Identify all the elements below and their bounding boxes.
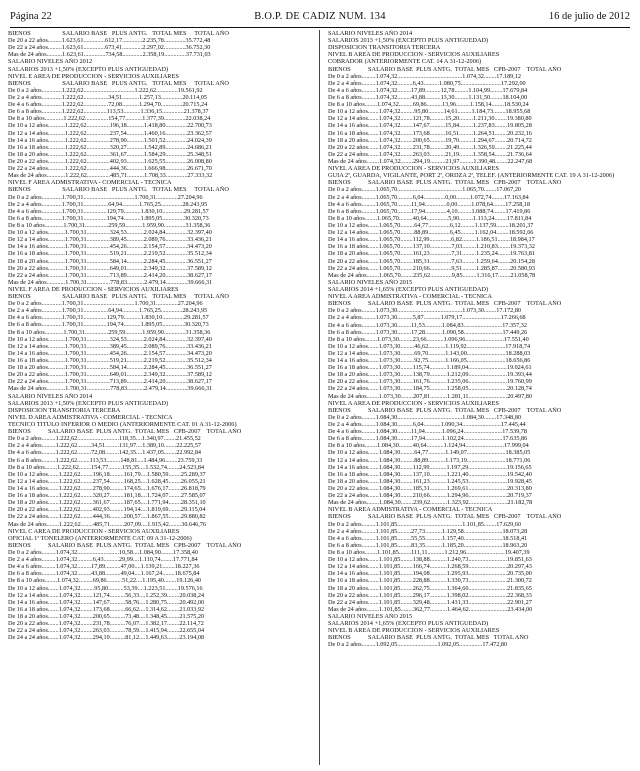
table-row: De 12 a 14 años.......1.073,30.........69,70...........1.143,00.........................18.288,03: [328, 349, 531, 357]
section-heading: BIENOS SALARIO BASE PLUS ANTG. TOTAL MES CPB-2007 TOTAL AÑO: [328, 513, 562, 521]
table-row: De 12 a 14 años.......1.084,30.........88,89...........1.173,19.........................18.771,06: [328, 456, 531, 464]
section-heading: BIENOS SALARIO BASE PLUS ANTG. TOTAL MES TOTAL AÑO: [328, 634, 529, 642]
table-row: De 12 a 14 años.......1.065,70.........88,89..............6,45.........1.162,04........18.592,66: [328, 229, 534, 237]
table-row: De 18 a 20 años...........1.700,31...............584,14...........2.284,45..............36.551,27: [8, 257, 212, 265]
table-row: De 2 a 4 años.........1.073,30..........5,87...........1.079,17.........................17.266,68: [328, 314, 526, 322]
table-row: De 10 a 12 años.......1.222,62........196,18.........161,79....1.580,59........25.289,37: [8, 470, 206, 478]
table-row: De 6 a 8 años.............1.700,31...............194,74...........1.895,05..............30.320,73: [8, 214, 209, 222]
section-heading: COBRADOR (ANTERIORMENTE CAT. 14 A 31-12-2006): [328, 58, 482, 66]
table-row: De 2 a 4 años.............1.700,31................64,94...........1.765,25..............28.243,95: [8, 200, 208, 208]
table-row: De 4 a 6 años.........1.074,32.........17,89..........47,00....1.139,21........18.227,36: [8, 563, 200, 571]
table-row: De 6 a 8 años.........1.101,85.........83,35...........1.185,20.........................18.963,20: [328, 541, 528, 549]
section-heading: NIVEL A AREA ADMISTRATIVA - COMERCIAL - TECNICA: [328, 293, 492, 301]
page-number: Página 22: [10, 11, 52, 22]
table-row: De 14 a 16 años...........1.700,31...............454,26...........2.154,57..............34.473,20: [8, 243, 212, 251]
table-row: De 16 a 18 años.......1.101,85........228,88...........1.330,73.........................21.300,72: [328, 577, 532, 585]
section-heading: NIVEL F AREA DE PRODUCCION - SERVICIOS AUXILIARES: [8, 285, 179, 293]
table-row: De 14 a 16 años.......1.074,32........147,67..........58,76....1.280,75........20.492,00: [8, 598, 205, 606]
section-heading: BIENOS SALARIO BASE PLUS ANTG. TOTAL MES CPB-2007 TOTAL AÑO: [328, 65, 562, 73]
table-row: De 22 a 24 años...........1.700,31...............713,89...........2.414,20..............38.627,17: [8, 378, 212, 386]
table-row: De 0 a 2 años.............1.700,31.................................1.700,31..............27.204,96: [8, 300, 203, 308]
table-row: De 22 a 24 años.........1.623,61..............673,41.............2.297,02..............36.752,30: [8, 44, 211, 52]
section-heading: NIVEL D AREA ADMISTRATIVA - COMERCIAL - TECNICA: [8, 413, 173, 421]
table-row: De 14 a 16 años.......1.101,85........194,08...........1.295,93.........................20.735,00: [328, 570, 532, 578]
column-divider: [319, 30, 320, 765]
table-row: De 12 a 14 años.......1.074,32........121,78..........15,20.........1.211,30........19.380,80: [328, 115, 532, 123]
table-row: De 20 a 22 años.......1.084,30........185,31...........1.269,61.........................20.313,80: [328, 485, 532, 493]
table-row: De 22 a 24 años.......1.084,30........210,66...........1.294,96.........................20.719,37: [328, 492, 532, 500]
table-row: De 10 a 12 años.......1.065,70.........64,77..............6,12.........1.137,59........18.201,37: [328, 221, 534, 229]
table-row: De 20 a 22 años.......1.101,85........296,17...........1.398,02.........................22.368,33: [328, 591, 532, 599]
table-row: De 14 a 16 años.......1.222,62........278,90.........174,65....1.676,17........26.818,79: [8, 485, 206, 493]
section-heading: SALARIOS 2014 +1,65% (EXCEPTO PLUS ANTIGUEDAD): [328, 285, 489, 293]
table-row: De 16 a 18 años.......1.065,70........137,10..............7,03.........1.210,83........19.373,32: [328, 243, 535, 251]
section-note: OFICIAL 1ª TONELERO (ANTERIORMENTE CAT. 09 A 31-12-2006): [8, 534, 192, 542]
table-row: De 16 a 18 años.......1.073,30........115,74...........1.189,04.........................19.024,61: [328, 364, 532, 372]
table-row: De 6 a 8 años.........1.084,30.........17,94...........1.102,24.........................17.635,86: [328, 435, 528, 443]
table-row: De 22 a 24 años.......1.073,30........184,75...........1.258,05.........................20.128,74: [328, 385, 532, 393]
table-row: De 6 a 8 años.........1.222,62........113,53.........148,81....1.484,96........23.759,33: [8, 456, 203, 464]
table-row: De 8 a 10 años........1.065,70.........40,64..............5,90.........1.113,24........17.811,84: [328, 214, 532, 222]
table-row: De 14 a 16 años.......1.084,30........112,99...........1.197,29.........................19.156,65: [328, 463, 532, 471]
table-row: De 0 a 2 años.........1.065,70..........................................1.065,70........17.067,20: [328, 186, 522, 194]
table-row: De 8 a 10 años........1.073,30.........23,66...........1.096,96.........................17.551,40: [328, 335, 529, 343]
table-row: De 20 a 22 años...........1.700,31...............649,01...........2.349,32..............37.589,12: [8, 264, 212, 272]
table-row: De 10 a 12 años.......1.101,85........138,88...........1.240,73.........................19.851,63: [328, 556, 532, 564]
section-heading: BIENOS SALARIO BASE PLUS ANTG. TOTAL MES CPB-2007 TOTAL AÑO: [8, 428, 242, 436]
table-row: De 20 a 22 años.......1.073,30........161,76...........1.235,06.........................19.760,99: [328, 378, 532, 386]
section-heading: NIVEL B AREA DE PRODUCCION - SERVICIOS AUXILIARES: [328, 627, 500, 635]
table-row: De 20 a 22 años...........1.700,31...............649,01...........2.349,32..............37.589,12: [8, 371, 212, 379]
table-row: De 16 a 18 años.......1.074,32........173,68..........16,51.........1.264,51........20.232,16: [328, 129, 532, 137]
section-heading: SALARIO NIVELES AÑO 2012: [8, 58, 93, 66]
table-row: Mas de 24 años............1.222,62...............485,71...........1.708,33..............27.333,32: [8, 172, 213, 180]
table-row: De 18 a 20 años.......1.101,85........262,75...........1.364,60.........................21.835,65: [328, 584, 532, 592]
table-row: De 4 a 6 años.............1.222,62................72,08...........1.294,70..............20.715,24: [8, 101, 208, 109]
table-row: De 4 a 6 años.............1.700,31...............129,79...........1.830,10..............29.281,57: [8, 207, 209, 215]
table-row: De 12 a 14 años.......1.101,85........166,74...........1.268,59.........................20.297,43: [328, 563, 532, 571]
section-heading: SALARIO NIVELES AÑO 2014: [8, 392, 93, 400]
table-row: De 0 a 2 años.........1.222,62...........................118,35....1.340,97........21.455,52: [8, 435, 201, 443]
section-note: TECNICO TITULO INFERIOR O MEDIO (ANTERIORMENTE CAT. 01 A 31-12-2006): [8, 421, 237, 429]
table-row: De 4 a 6 años.........1.084,30.........11,94...........1.096,24.........................17.539,78: [328, 428, 527, 436]
table-row: Mas de 24 años........1.065,70........235,62..............9,85.........1.316,17........21.058,78: [328, 271, 536, 279]
table-row: Mas de 24 años........1.073,30........207,81...........1.281,11.........................20.497,80: [328, 392, 532, 400]
section-heading: SALARIO NIVELES AÑO 2015: [328, 278, 413, 286]
table-row: Mas de 24 años..........1.623,61..............734,58.............2.358,19..............37.731,03: [8, 51, 211, 59]
table-row: De 22 a 24 años.......1.074,32........263,03..........78,59....1.415,94........22.655,04: [8, 627, 205, 635]
table-row: De 2 a 4 años.........1.065,70..........6,04..............0,00.........1.072,74........17.163,84: [328, 193, 529, 201]
table-row: De 20 a 22 años.......1.222,62........402,93.........194,14....1.819,69........29.115,04: [8, 506, 206, 514]
left-column: [8, 30, 320, 765]
section-heading: BIENOS SALARIO BASE PLUS ANTG. TOTAL MES TOTAL AÑO: [8, 186, 229, 194]
table-row: De 22 a 24 años.......1.101,85........329,48...........1.431,33.........................22.901,27: [328, 598, 532, 606]
table-row: De 22 a 24 años...........1.700,31...............713,89...........2.414,20..............38.627,17: [8, 271, 212, 279]
table-row: De 16 a 18 años.......1.084,30........137,10...........1.221,40.........................19.542,40: [328, 470, 532, 478]
table-row: De 6 a 8 años.............1.700,31...............194,74...........1.895,05..............30.320,73: [8, 321, 209, 329]
table-row: De 0 a 2 años.........1.074,32..........................................1.074,32........17.189,12: [328, 72, 522, 80]
table-row: De 14 a 16 años.......1.074,32........147,67..........15,84.........1.237,83........19.805,28: [328, 122, 532, 130]
table-row: De 2 a 4 años.............1.222,62................34,51...........1.257,13..............20.114,05: [8, 93, 207, 101]
table-row: De 2 a 4 años.........1.074,32..........6,43..........29,99....1.110,74........17.771,84: [8, 556, 198, 564]
table-row: De 8 a 10 años........1.222,62........154,77.........155,35....1.532,74........24.523,84: [8, 463, 205, 471]
table-row: De 22 a 24 años...........1.222,62...............444,36...........1.666,98..............26.671,70: [8, 165, 212, 173]
table-row: De 20 a 22 años.........1.623,61..............612,17.............2.235,78..............35.772,48: [8, 37, 211, 45]
table-row: De 12 a 14 años.......1.222,62........237,54.........168,25....1.628,45........26.055,21: [8, 477, 206, 485]
table-row: De 18 a 20 años...........1.700,31...............584,14...........2.284,45..............36.551,27: [8, 364, 212, 372]
table-row: De 14 a 16 años.......1.065,70........112,99..............6,82.........1.186,51........18.984,17: [328, 236, 535, 244]
section-heading: SALARIOS 2013 +1,50% (EXCEPTO PLUS ANTIGUEDAD): [328, 37, 489, 45]
table-row: De 0 a 2 años.............1.700,31.................................1.700,31..............27.204,96: [8, 193, 203, 201]
table-row: De 16 a 18 años...........1.700,31...............519,21...........2.219,52..............35.512,34: [8, 250, 212, 258]
table-row: De 2 a 4 años.............1.700,31................64,94...........1.765,25..............28.243,95: [8, 307, 208, 315]
table-row: De 6 a 8 años.........1.065,70.........17,94..............4,10.........1.088,74........17.419,86: [328, 207, 531, 215]
table-row: De 10 a 12 años.......1.073,30.........46,62...........1.119,92.........................17.918,74: [328, 342, 531, 350]
table-row: De 10 a 12 años...........1.700,31...............324,53...........2.024,84..............32.397,40: [8, 335, 212, 343]
table-row: De 20 a 22 años.......1.074,32........231,78..........20,49.........1.326,59........21.225,44: [328, 143, 532, 151]
table-row: De 4 a 6 años.........1.074,32.........17,89..........12,78.........1.104,99........17.679,84: [328, 86, 528, 94]
section-heading: BIENOS SALARIO BASE PLUS ANTG. TOTAL MES CPB-2007 TOTAL AÑO: [328, 406, 562, 414]
table-row: De 12 a 14 años...........1.700,31...............389,45...........2.089,76..............33.436,21: [8, 342, 212, 350]
section-heading: SALARIO NIVELES AÑO 2014: [328, 30, 413, 37]
table-row: De 0 a 2 años.........1.074,32...........................10,58....1.084,90........17.358,40: [8, 549, 198, 557]
table-row: De 4 a 6 años.........1.065,70.........11,94..............0,00.........1.078,64........17.258,18: [328, 200, 531, 208]
section-heading: BIENOS SALARIO BASE PLUS ANTG. TOTAL MES CPB-2007 TOTAL AÑO: [328, 179, 562, 187]
table-row: De 12 a 14 años...........1.222,62...............237,54...........1.460,16..............23.362,57: [8, 129, 212, 137]
table-row: De 4 a 6 años.............1.700,31...............129,79...........1.830,10..............29.281,57: [8, 314, 209, 322]
table-row: De 0 a 2 años.............1.222,62.................................1.222,62..............19.561,92: [8, 86, 203, 94]
table-row: De 18 a 20 años.......1.074,32........200,65..........73,48....1.348,45........21.575,20: [8, 613, 205, 620]
section-heading: BIENOS SALARIO BASE PLUS ANTG. TOTAL MES TOTAL AÑO: [8, 79, 229, 87]
table-row: Mas de 24 años........1.084,30........239,62...........1.323,92.........................21.182,78: [328, 499, 533, 507]
table-row: Mas de 24 años........1.101,85........362,77...........1.464,62.........................23.434,00: [328, 605, 533, 613]
table-row: De 2 a 4 años.........1.222,62.........34,51.........131,97....1.389,10........22.225,57: [8, 442, 202, 450]
section-heading: BIENOS SALARIO BASE PLUS ANTG. TOTAL MES CPB-2007 TOTAL AÑO: [8, 541, 242, 549]
table-row: De 8 a 10 años........1.074,32.........69,86..........13,96.........1.158,14........18.530,24: [328, 101, 529, 109]
table-row: De 2 a 4 años.........1.074,32..........6,43..........1.080,75..........................17.292,00: [328, 79, 526, 87]
section-note: GUIA 2ª, GUARDA, VIGILANTE, PORT 2ª, ORDZA 2ª, TELEF. (ANTERIORMENTE CAT. 19 A 31-12-2006): [328, 172, 615, 180]
table-row: De 22 a 24 años.......1.222,62........444,36.........200,57....1.867,55........29.880,82: [8, 513, 206, 521]
table-row: Mas de 24 años............1.700,31...............778,83...........2.479,14..............39.666,31: [8, 385, 213, 393]
table-row: De 18 a 20 años.......1.222,62........361,67.........187,65....1.771,94........28.351,10: [8, 499, 206, 507]
table-row: De 4 a 6 años.........1.073,30.........11,53...........1.084,83.........................17.357,32: [328, 321, 527, 329]
table-row: De 6 a 8 años.............1.222,62...............113,53...........1.336,15..............21.378,37: [8, 108, 209, 116]
table-row: De 16 a 18 años...........1.700,31...............519,21...........2.219,52..............35.512,34: [8, 357, 212, 365]
table-row: De 14 a 16 años...........1.222,62...............278,90...........1.501,52..............24.024,39: [8, 136, 212, 144]
table-row: De 22 a 24 años.......1.074,32........263,03..........21,19.........1.358,54........21.736,64: [328, 150, 532, 158]
section-heading: BIENOS SALARIO BASE PLUS ANTG. TOTAL MES TOTAL AÑO: [8, 293, 229, 301]
section-heading: DISPOSICION TRANSITORIA TERCERA: [8, 406, 121, 414]
table-row: De 0 a 2 años.........1.084,30..........................................1.084,30........17.348,80: [328, 413, 522, 421]
table-row: De 10 a 12 años...........1.700,31...............324,53...........2.024,84..............32.397,40: [8, 229, 212, 237]
table-row: De 18 a 20 años.......1.074,32........200,65..........19,70.........1.294,67........20.714,72: [328, 136, 532, 144]
page-header: [10, 10, 630, 24]
table-row: De 8 a 10 años........1.074,32.........69,86..........51,22....1.195,40........19.126,40: [8, 577, 202, 585]
table-row: De 4 a 6 años.........1.222,62.........72,08.........142,35....1.437,05........22.992,84: [8, 449, 202, 457]
table-row: Mas de 24 años........1.222,62........485,71.........207,09....1.915,42........30.646,76: [8, 520, 206, 528]
table-row: De 8 a 10 años............1.222,62...............154,77...........1.377,39..............22.038,24: [8, 115, 211, 123]
table-row: Mas de 24 años............1.700,31...............778,83...........2.479,14..............39.666,31: [8, 278, 213, 286]
section-heading: NIVEL E AREA DE PRODUCCION - SERVICIOS AUXILIARES: [8, 72, 179, 80]
table-row: De 2 a 4 años.........1.084,30..........6,04...........1.090,34.........................17.445,44: [328, 421, 526, 429]
table-row: De 22 a 24 años.......1.065,70........210,66..............9,51.........1.285,87........20.580,93: [328, 264, 535, 272]
section-heading: BIENOS SALARIO BASE PLUS ANTG. TOTAL MES CPB-2007 TOTAL AÑO: [328, 300, 562, 308]
publication-date: 16 de julio de 2012: [548, 11, 630, 22]
section-heading: SALARIOS 2013 +1,50% (EXCEPTO PLUS ANTIGUEDAD): [8, 399, 169, 407]
table-row: De 24 a 24 años.......1.074,32........294,19..........81,12....1.449,63........23.194,08: [8, 634, 205, 642]
section-heading: SALARIOS 2013 +1,50% (EXCEPTO PLUS ANTIGUEDAD): [8, 65, 169, 73]
section-heading: NIVEL B AREA ADMISTRATIVA - COMERCIAL - TECNICA: [328, 506, 493, 514]
publication-title: B.O.P. DE CADIZ NUM. 134: [254, 11, 386, 22]
table-row: De 0 a 2 años.........1.092,05..........................1.092,05...............17.472,80: [328, 641, 508, 649]
section-heading: NIVEL C AREA DE PRODUCCION - SERVICIOS AUXILIARES: [8, 527, 180, 535]
section-heading: NIVEL A AREA DE PRODUCCION - SERVICIOS AUXILIARES: [328, 165, 499, 173]
table-row: De 6 a 8 años.........1.074,32.........43,88..........49,04....1.167,24........18.675,84: [8, 570, 200, 578]
section-heading: NIVEL F AREA ADMISTRATIVA - COMERCIAL - TECNICA: [8, 179, 172, 187]
section-heading: SALARIO NIVELES AÑO 2015: [328, 612, 413, 620]
table-row: De 8 a 10 años............1.700,31...............259,59...........1.959,90..............31.358,36: [8, 328, 211, 336]
table-row: De 12 a 14 años.......1.074,32........121,74..........56,33....1.252,39........20.038,24: [8, 591, 205, 599]
table-row: De 2 a 4 años.........1.101,85.........27,73...........1.129,58.........................18.073,28: [328, 527, 528, 535]
table-row: De 0 a 2 años.........1.073,30..........................................1.073,30........17.172,80: [328, 307, 522, 315]
table-row: De 10 a 12 años...........1.222,62...............196,18...........1.418,80..............22.700,73: [8, 122, 212, 130]
table-row: De 10 a 12 años.......1.074,32.........95,80..........53,39....1.223,51........19.576,16: [8, 584, 203, 592]
table-row: De 14 a 16 años.......1.073,30.........92,75...........1.166,05.........................18.656,86: [328, 357, 531, 365]
table-row: De 8 a 10 años............1.700,31...............259,59...........1.959,90..............31.358,36: [8, 221, 211, 229]
table-row: De 14 a 16 años...........1.700,31...............454,26...........2.154,57..............34.473,20: [8, 349, 212, 357]
table-row: De 18 a 20 años.......1.065,70........161,23..............7,31.........1.235,24........19.763,81: [328, 250, 535, 258]
section-heading: NIVEL B AREA DE PRODUCCION - SERVICIOS AUXILIARES: [328, 51, 500, 59]
table-row: De 4 a 6 años.........1.101,85.........55,55...........1.157,40.........................18.518,41: [328, 534, 528, 542]
table-row: De 10 a 12 años.......1.084,30.........64,77...........1.149,07.........................18.385,05: [328, 449, 531, 457]
right-column: [328, 30, 640, 765]
table-row: De 18 a 20 años.......1.084,30........161,23...........1.245,53.........................19.928,45: [328, 477, 532, 485]
section-heading: NIVEL A AREA DE PRODUCCION - SERVICIOS AUXILIARES: [328, 399, 499, 407]
table-row: De 10 a 12 años.......1.074,32.........95,80..........14,61.........1.184,73........18.955,68: [328, 108, 531, 116]
section-heading: BIENOS SALARIO BASE PLUS ANTG. TOTAL MES TOTAL AÑO: [8, 30, 229, 37]
table-row: De 20 a 22 años.......1.065,70........185,31..............7,63.........1.259,64........20.154,28: [328, 257, 535, 265]
table-row: De 12 a 14 años...........1.700,31...............389,45...........2.089,76..............33.436,21: [8, 236, 212, 244]
table-row: De 18 a 20 años...........1.222,62...............361,67...........1.584,29..............25.348,51: [8, 150, 212, 158]
table-row: De 16 a 18 años.......1.074,32........173,68..........66,62....1.314,62........21.033,92: [8, 605, 205, 613]
table-row: De 20 a 22 años.......1.074,32........231,78..........76,07....1.382,17........22.114,72: [8, 620, 204, 628]
table-row: De 6 a 8 años.........1.073,30.........17,28...........1.090,58.........................17.449,26: [328, 328, 528, 336]
table-row: De 16 a 18 años...........1.222,62...............320,27...........1.542,89..............24.686,21: [8, 143, 212, 151]
table-row: De 0 a 2 años.........1.101,85..........................................1.101,85........17.629,60: [328, 520, 522, 528]
header-rule: [10, 27, 630, 28]
table-row: De 20 a 22 años...........1.222,62...............402,93...........1.625,55..............26.008,80: [8, 157, 212, 165]
table-row: De 6 a 8 años.........1.074,32.........43,88..........13,30.........1.131,50........18.104,00: [328, 93, 528, 101]
table-row: De 8 a 10 años........1.101,85........111,11...........1.212,96.........................19.407,39: [328, 549, 530, 556]
table-row: Mas de 24 años........1.074,32........294,19..........21,97.........1.390,48........22.247,68: [328, 157, 533, 165]
section-heading: DISPOSICION TRANSITORIA TERCERA: [328, 44, 441, 52]
table-row: De 16 a 18 años.......1.222,62........320,27.........181,18....1.724,07........27.585,07: [8, 492, 206, 500]
table-row: De 8 a 10 años........1.084,30.........40,64...........1.124,94.........................17.999,04: [328, 442, 529, 450]
table-row: De 18 a 20 años.......1.073,30........138,79...........1.212,09.........................19.393,44: [328, 371, 532, 379]
section-heading: SALARIOS 2014 +1,65% (EXCEPTO PLUS ANTIGUEDAD): [328, 620, 489, 628]
